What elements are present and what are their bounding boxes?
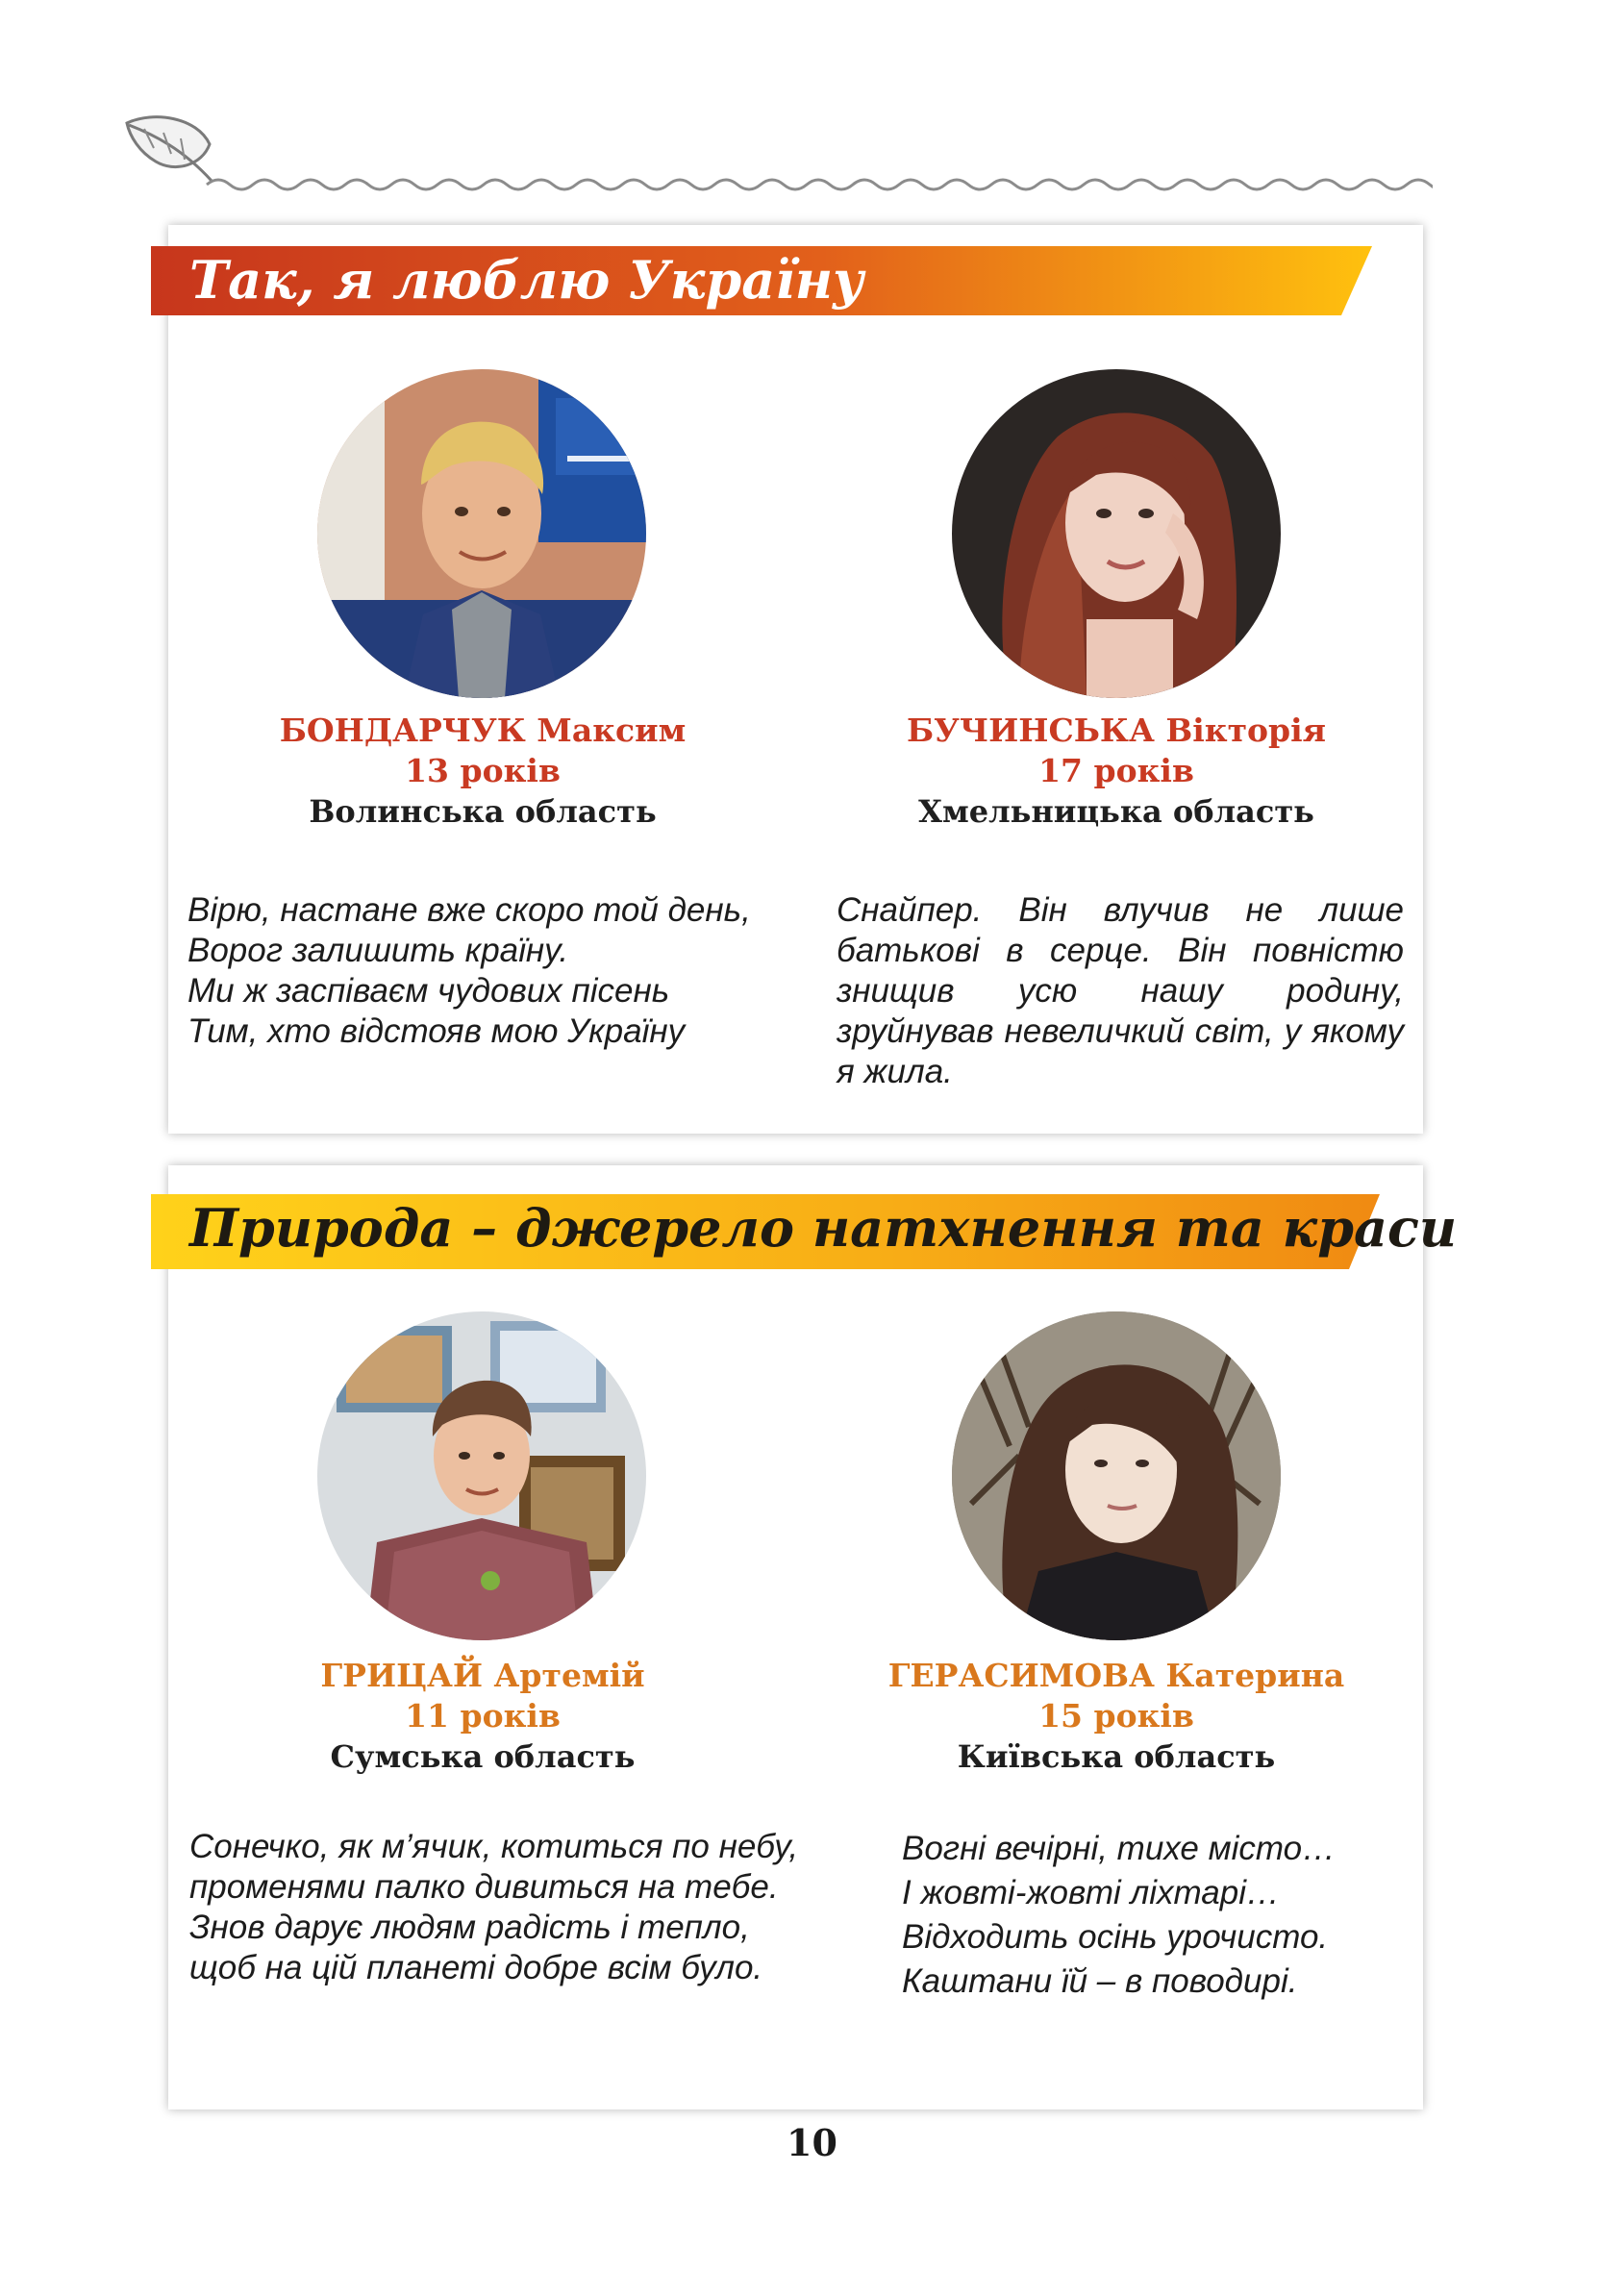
prose-text: Снайпер. Він влучив не лише батькові в серце. Він повністю знищив усю нашу родину, зруйнував невеличкий світ, у якому я жила. — [837, 891, 1404, 1090]
person-info — [213, 711, 752, 832]
person-info — [847, 1656, 1386, 1777]
section-title: Природа – джерело натхнення та краси — [189, 1197, 1458, 1259]
section-banner — [151, 1194, 1458, 1263]
portrait-photo-hrytsai — [317, 1311, 646, 1640]
verse-line: променями палко дивиться на тебе. — [189, 1868, 779, 1906]
person-age: 15 років — [1038, 1697, 1194, 1735]
leaf-icon — [127, 117, 212, 181]
person-name: БУЧИНСЬКА Вікторія — [906, 712, 1327, 749]
person-region: Волинська область — [309, 793, 657, 830]
section-title: Так, я люблю Україну — [189, 249, 864, 311]
portrait-photo-buchynska — [952, 369, 1281, 698]
verse-line: І жовті-жовті ліхтарі… — [902, 1874, 1281, 1911]
verse-line: Тим, хто відстояв мою Україну — [187, 1012, 686, 1050]
person-age: 13 років — [405, 752, 561, 789]
poem-verse — [189, 1827, 798, 1988]
person-age: 11 років — [405, 1697, 561, 1735]
person-info — [213, 1656, 752, 1777]
verse-line: Сонечко, як м’ячик, котиться по небу, — [189, 1828, 799, 1865]
section-banner — [151, 246, 1372, 315]
person-name: БОНДАРЧУК Максим — [279, 712, 687, 749]
verse-line: Ми ж заспіваєм чудових пісень — [187, 972, 670, 1010]
verse-line: Вірю, настане вже скоро той день, — [187, 891, 751, 929]
person-name: ГЕРАСИМОВА Катерина — [887, 1657, 1345, 1694]
section-card-love-ukraine — [168, 225, 1423, 1134]
portrait-photo-herasymova — [952, 1311, 1281, 1640]
person-age: 17 років — [1038, 752, 1194, 789]
section-card-nature — [168, 1165, 1458, 2110]
verse-line: Ворог залишить країну. — [187, 932, 569, 969]
person-region: Сумська область — [330, 1738, 636, 1775]
wavy-line — [207, 180, 1433, 189]
person-region: Київська область — [957, 1738, 1276, 1775]
verse-line: Каштани їй – в поводирі. — [902, 1962, 1298, 2000]
leaf-wave-decoration — [115, 106, 1433, 202]
verse-line: щоб на цій планеті добре всім було. — [189, 1949, 763, 1986]
poem-verse — [187, 890, 751, 1052]
verse-line: Вогні вечірні, тихе місто… — [902, 1830, 1337, 1867]
person-region: Хмельницька область — [918, 793, 1314, 830]
person-name: ГРИЦАЙ Артемій — [320, 1657, 645, 1694]
person-info — [847, 711, 1386, 832]
page-number: 10 — [787, 2121, 837, 2164]
verse-line: Відходить осінь урочисто. — [902, 1918, 1329, 1956]
portrait-photo-bondarchuk — [317, 369, 646, 698]
verse-line: Знов дарує людям радість і тепло, — [189, 1909, 750, 1946]
poem-verse — [902, 1827, 1336, 2004]
